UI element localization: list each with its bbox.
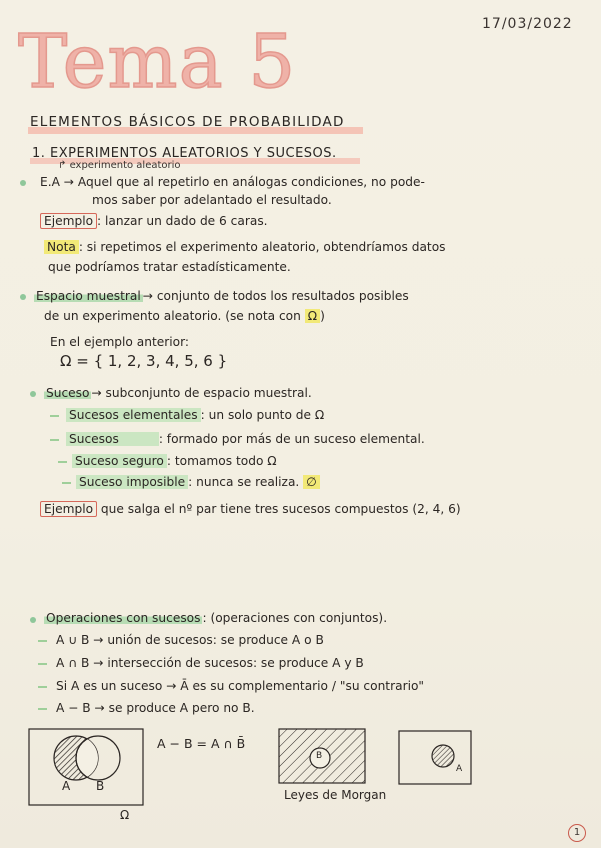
dash xyxy=(38,686,47,688)
morgan-diagram-b xyxy=(278,728,368,786)
ejemplo-label: Ejemplo xyxy=(40,501,97,517)
operaciones-line xyxy=(44,610,387,626)
venn-label-omega: Ω xyxy=(120,808,130,822)
bullet xyxy=(20,180,26,186)
espacio-line-2 xyxy=(44,308,325,324)
espacio-line-1 xyxy=(34,288,409,304)
omega-set: Ω = { 1, 2, 3, 4, 5, 6 } xyxy=(60,352,228,370)
morgan-label-a: A xyxy=(456,764,463,774)
suceso-item-4 xyxy=(76,474,320,490)
morgan-diagram-a xyxy=(398,730,473,786)
dash xyxy=(62,482,71,484)
ea-line-2: mos saber por adelantado el resultado. xyxy=(92,193,332,207)
morgan-laws-label: Leyes de Morgan xyxy=(284,788,387,802)
suceso-item-text: : tomamos todo Ω xyxy=(166,454,277,468)
dash xyxy=(50,415,59,417)
ejemplo-label: Ejemplo xyxy=(40,213,97,229)
venn-label-a: A xyxy=(62,779,71,793)
suceso-item-label: Suceso imposible xyxy=(76,475,188,489)
nota-line-2: que podríamos tratar estadísticamente. xyxy=(48,260,291,274)
operaciones-text: : (operaciones con conjuntos). xyxy=(202,611,388,625)
operacion-item-3: Si A es un suceso → Ā es su complementario / "su contrario" xyxy=(56,679,425,693)
empty-set-symbol: ∅ xyxy=(303,475,320,489)
espacio-label: Espacio muestral xyxy=(36,289,141,303)
difference-formula: A − B = A ∩ B̄ xyxy=(157,736,246,751)
bullet xyxy=(30,391,36,397)
suceso-item-label: Sucesos elementales xyxy=(66,408,201,422)
page-number: 1 xyxy=(568,824,586,842)
section-heading: 1. EXPERIMENTOS ALEATORIOS Y SUCESOS. xyxy=(32,146,337,161)
operacion-item-2: A ∩ B → intersección de sucesos: se produce A y B xyxy=(56,656,364,670)
operaciones-label: Operaciones con sucesos xyxy=(46,611,201,625)
dash xyxy=(58,461,67,463)
page-title: Tema 5 xyxy=(18,19,297,105)
omega-symbol: Ω xyxy=(305,309,320,323)
dash xyxy=(38,640,47,642)
dash xyxy=(38,708,47,710)
ea-text-1: → Aquel que al repetirlo en análogas condiciones, no pode- xyxy=(63,175,425,189)
espacio-text-1: → conjunto de todos los resultados posibles xyxy=(142,289,409,303)
espacio-text-2: de un experimento aleatorio. (se nota con xyxy=(44,309,301,323)
suceso-label: Suceso xyxy=(46,386,90,400)
nota-line-1 xyxy=(44,239,446,255)
dash xyxy=(38,663,47,665)
morgan-label-b: B xyxy=(316,751,323,761)
suceso-item-label: Suceso seguro xyxy=(72,454,167,468)
suceso-item-3 xyxy=(72,453,277,469)
small-note-text: experimento aleatorio xyxy=(69,160,181,171)
suceso-ejemplo-text: que salga el nº par tiene tres sucesos compuestos (2, 4, 6) xyxy=(100,502,461,516)
ejemplo-intro: En el ejemplo anterior: xyxy=(50,335,189,349)
venn-label-b: B xyxy=(96,779,105,793)
ea-line-1 xyxy=(40,174,425,190)
venn-diagram-a-minus-b xyxy=(28,728,148,808)
dash xyxy=(50,439,59,441)
suceso-item-text: : nunca se realiza. xyxy=(188,475,300,489)
suceso-text: → subconjunto de espacio muestral. xyxy=(91,386,312,400)
suceso-item-1 xyxy=(66,407,324,423)
nota-label: Nota xyxy=(44,240,79,254)
subtitle: ELEMENTOS BÁSICOS DE PROBABILIDAD xyxy=(30,114,345,130)
espacio-text-2-end: ) xyxy=(320,309,325,323)
suceso-line xyxy=(44,385,312,401)
suceso-item-text: : un solo punto de Ω xyxy=(200,408,325,422)
nota-text-1: : si repetimos el experimento aleatorio, obtendríamos datos xyxy=(78,240,446,254)
date: 17/03/2022 xyxy=(482,16,573,32)
operacion-item-1: A ∪ B → unión de sucesos: se produce A o B xyxy=(56,633,324,647)
small-note: ↱ experimento aleatorio xyxy=(58,160,181,171)
bullet xyxy=(30,617,36,623)
suceso-item-text: : formado por más de un suceso elemental. xyxy=(158,432,425,446)
operacion-item-4: A − B → se produce A pero no B. xyxy=(56,701,255,715)
ejemplo-line xyxy=(40,213,268,229)
bullet xyxy=(20,294,26,300)
suceso-item-2 xyxy=(66,431,425,447)
suceso-ejemplo-line xyxy=(40,501,461,517)
ea-label: E.A xyxy=(40,175,60,189)
ejemplo-text: : lanzar un dado de 6 caras. xyxy=(97,214,268,228)
suceso-item-label: Sucesos xyxy=(66,432,159,446)
